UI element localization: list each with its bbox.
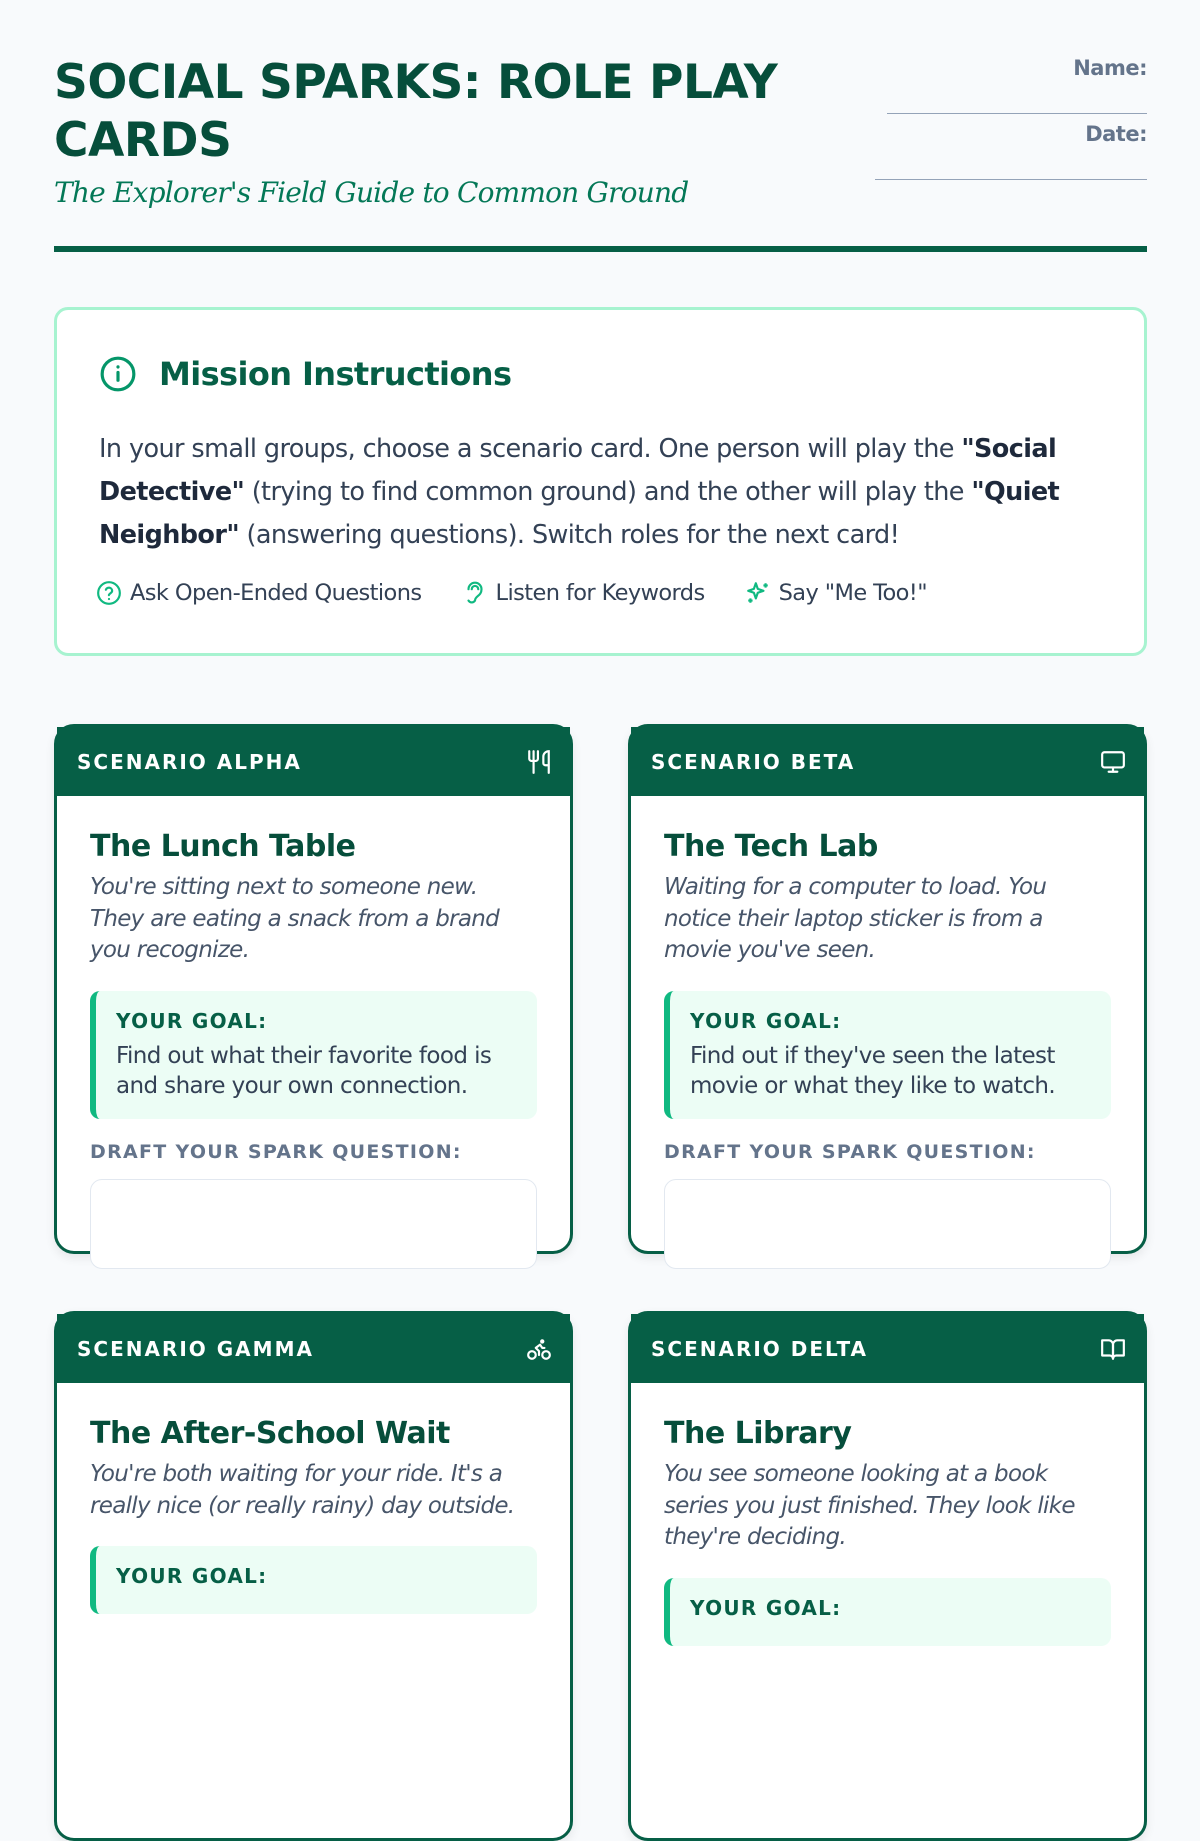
instructions-text-part: In your small groups, choose a scenario card. One person will play the xyxy=(99,434,962,464)
instructions-heading xyxy=(99,355,511,393)
instructions-text-part: (trying to find common ground) and the other will play the xyxy=(244,477,972,507)
goal-box xyxy=(90,1546,537,1614)
tip-item xyxy=(462,580,705,606)
name-line[interactable] xyxy=(887,112,1147,114)
draft-question-field[interactable] xyxy=(90,1179,537,1269)
goal-box xyxy=(664,1578,1111,1646)
card-title: The Tech Lab xyxy=(664,829,878,864)
tip-label: Ask Open-Ended Questions xyxy=(130,580,422,606)
scenario-tag: SCENARIO GAMMA xyxy=(77,1336,314,1361)
sparkles-icon xyxy=(745,580,771,606)
date-line[interactable] xyxy=(875,178,1147,180)
card-body xyxy=(631,1383,1144,1646)
page-title: SOCIAL SPARKS: ROLE PLAY CARDS xyxy=(54,55,778,168)
card-body xyxy=(631,796,1144,1269)
card-description: Waiting for a computer to load. You notice their laptop sticker is from a movie you've seen. xyxy=(664,874,1047,963)
page-subtitle: The Explorer's Field Guide to Common Ground xyxy=(54,176,689,209)
role-quiet-neighbor: "Quiet Neighbor" xyxy=(99,477,1060,550)
date-label: Date: xyxy=(1085,122,1147,146)
card-header xyxy=(631,727,1144,796)
goal-label: YOUR GOAL: xyxy=(690,1008,842,1033)
utensils-icon xyxy=(526,749,552,775)
card-description: You're sitting next to someone new. They are eating a snack from a brand you recognize. xyxy=(90,874,500,963)
card-description: You're both waiting for your ride. It's a really nice (or really rainy) day outside. xyxy=(90,1461,515,1519)
tips-row xyxy=(96,580,927,606)
goal-label: YOUR GOAL: xyxy=(690,1595,842,1620)
card-description: You see someone looking at a book series you just finished. They look like they're deciding. xyxy=(664,1461,1075,1550)
scenario-card xyxy=(628,1311,1147,1841)
goal-text: Find out what their favorite food is and share your own connection. xyxy=(116,1042,492,1099)
bicycle-icon xyxy=(526,1336,552,1362)
book-icon xyxy=(1100,1336,1126,1362)
card-title: The After-School Wait xyxy=(90,1416,450,1451)
header xyxy=(54,0,1147,254)
scenario-card xyxy=(54,724,573,1254)
name-label: Name: xyxy=(1073,56,1147,80)
date-field xyxy=(867,122,1147,188)
goal-text: Find out if they've seen the latest movie or what they like to watch. xyxy=(690,1042,1056,1099)
info-icon xyxy=(99,355,137,393)
card-title: The Lunch Table xyxy=(90,829,356,864)
tip-item xyxy=(745,580,927,606)
header-divider xyxy=(54,246,1147,252)
question-circle-icon xyxy=(96,580,122,606)
worksheet-page xyxy=(54,0,1147,1620)
card-title: The Library xyxy=(664,1416,852,1451)
scenario-card xyxy=(628,724,1147,1254)
ear-icon xyxy=(462,580,488,606)
tip-label: Say "Me Too!" xyxy=(778,580,927,606)
instructions-text xyxy=(99,428,1099,557)
tip-label: Listen for Keywords xyxy=(495,580,705,606)
draft-label: DRAFT YOUR SPARK QUESTION: xyxy=(664,1140,1036,1163)
goal-label: YOUR GOAL: xyxy=(116,1008,268,1033)
role-social-detective: "Social Detective" xyxy=(99,434,1057,507)
tip-item xyxy=(96,580,422,606)
scenario-card xyxy=(54,1311,573,1841)
draft-question-field[interactable] xyxy=(664,1179,1111,1269)
monitor-icon xyxy=(1100,749,1126,775)
instructions-title: Mission Instructions xyxy=(159,355,512,393)
card-header xyxy=(57,1314,570,1383)
card-header xyxy=(631,1314,1144,1383)
name-field xyxy=(867,56,1147,122)
goal-box xyxy=(90,991,537,1119)
goal-box xyxy=(664,991,1111,1119)
instructions-text-part: (answering questions). Switch roles for the next card! xyxy=(239,520,900,550)
scenario-tag: SCENARIO ALPHA xyxy=(77,749,302,774)
goal-label: YOUR GOAL: xyxy=(116,1564,268,1588)
card-header xyxy=(57,727,570,796)
card-body xyxy=(57,1383,570,1614)
card-body xyxy=(57,796,570,1269)
scenario-tag: SCENARIO DELTA xyxy=(651,1336,869,1361)
scenario-tag: SCENARIO BETA xyxy=(651,749,856,774)
draft-label: DRAFT YOUR SPARK QUESTION: xyxy=(90,1140,462,1163)
student-info xyxy=(867,56,1147,188)
